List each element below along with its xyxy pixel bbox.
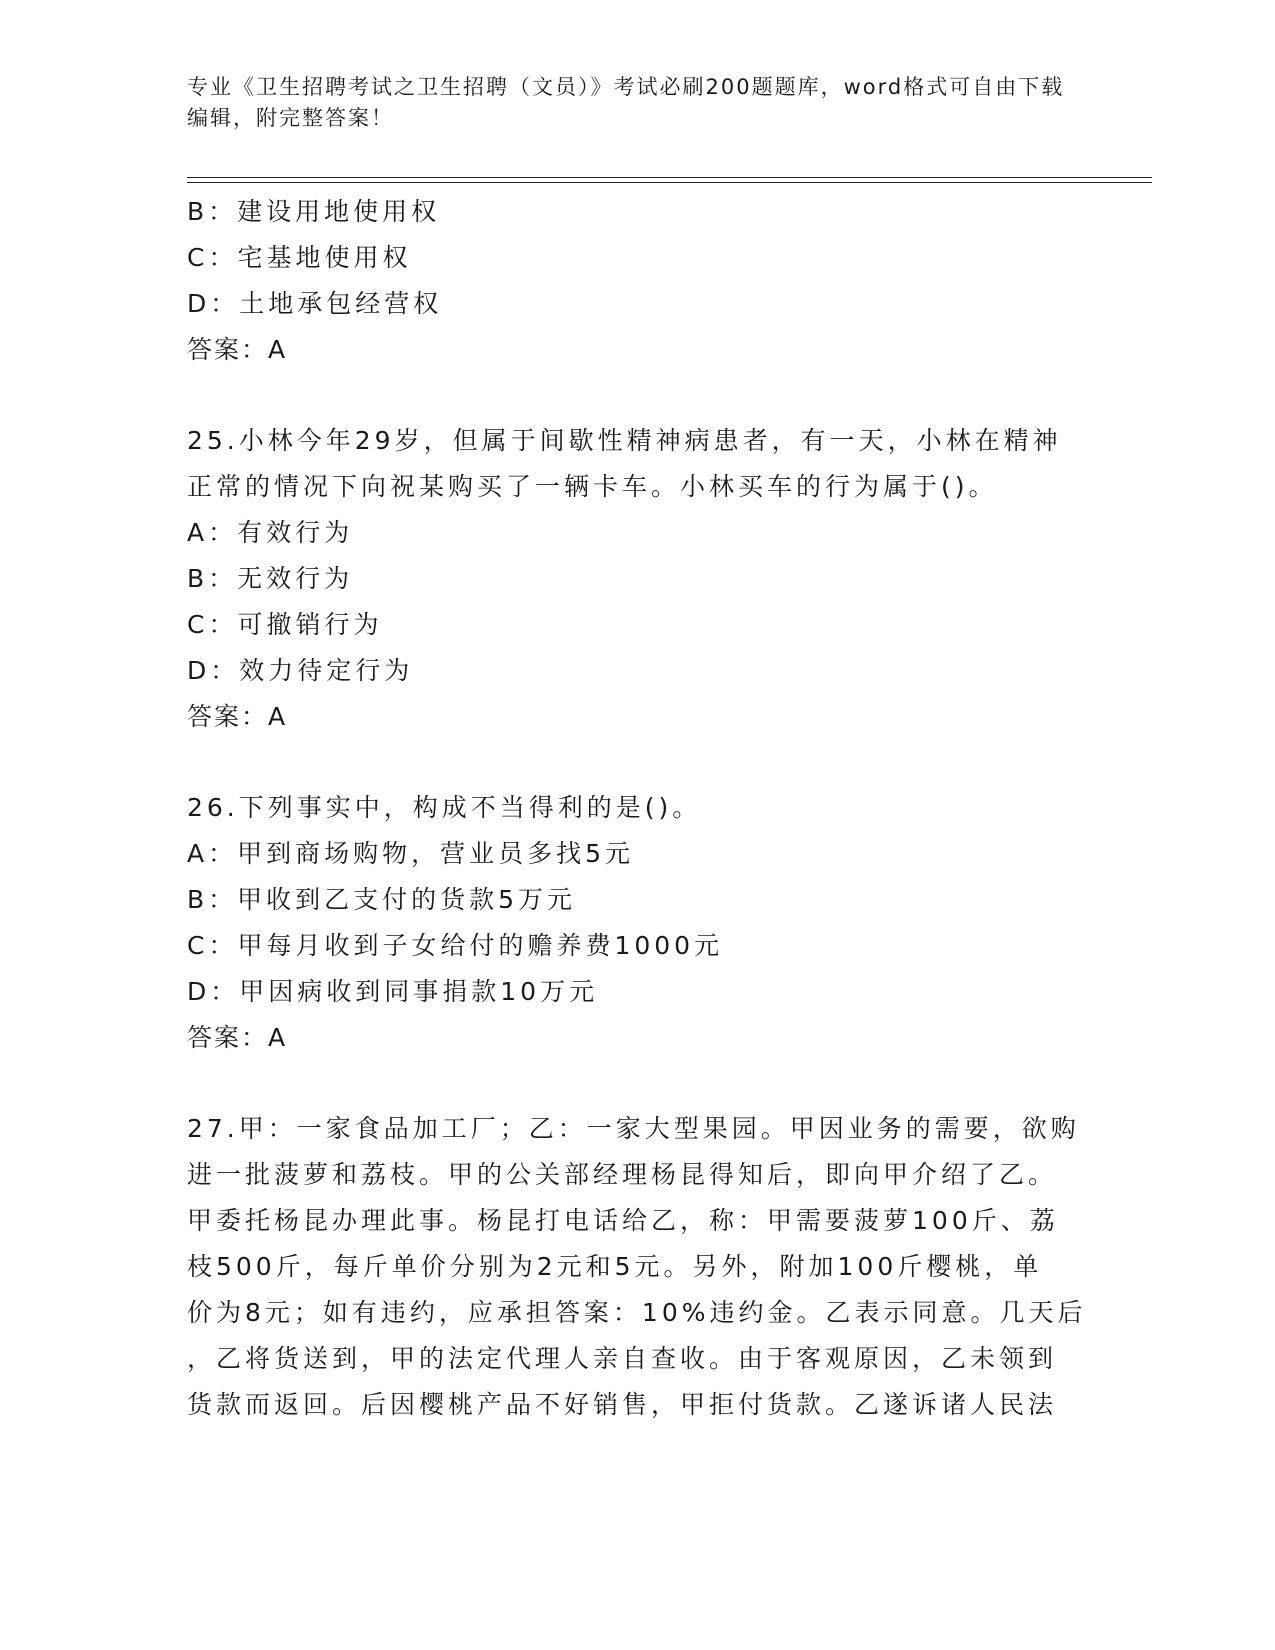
document-body: [187, 189, 1087, 1428]
question-text: 甲委托杨昆办理此事。杨昆打电话给乙，称：甲需要菠萝100斤、荔: [187, 1206, 1059, 1235]
option-c: C：可撤销行为: [187, 610, 383, 639]
question-text: 进一批菠萝和荔枝。甲的公关部经理杨昆得知后，即向甲介绍了乙。: [187, 1160, 1058, 1189]
option-b: B：无效行为: [187, 564, 354, 593]
question-27: [187, 1106, 1087, 1428]
question-text: 价为8元；如有违约，应承担答案：10%违约金。乙表示同意。几天后: [187, 1298, 1087, 1327]
question-text: 枝500斤，每斤单价分别为2元和5元。另外，附加100斤樱桃，单: [187, 1252, 1043, 1281]
option-c: C：甲每月收到子女给付的赡养费1000元: [187, 931, 724, 960]
prev-question-block: [187, 189, 1067, 373]
question-text: ，乙将货送到，甲的法定代理人亲自查收。由于客观原因，乙未领到: [187, 1344, 1058, 1373]
option-a: A：甲到商场购物，营业员多找5元: [187, 839, 635, 868]
option-d: D：甲因病收到同事捐款10万元: [187, 977, 599, 1006]
option-a: A：有效行为: [187, 518, 354, 547]
option-d: D：效力待定行为: [187, 656, 414, 685]
option-b: B：建设用地使用权: [187, 197, 441, 226]
question-text: 正常的情况下向祝某购买了一辆卡车。小林买车的行为属于()。: [187, 472, 998, 501]
question-text: 26.下列事实中，构成不当得利的是()。: [187, 793, 702, 822]
option-d: D：土地承包经营权: [187, 289, 443, 318]
question-25: [187, 418, 1067, 740]
question-26: [187, 785, 1067, 1061]
answer-line: 答案：A: [187, 702, 288, 731]
header-divider-secondary: [187, 182, 1152, 183]
option-c: C：宅基地使用权: [187, 243, 412, 272]
option-b: B：甲收到乙支付的货款5万元: [187, 885, 577, 914]
header-divider: [187, 177, 1152, 178]
question-text: 25.小林今年29岁，但属于间歇性精神病患者，有一天，小林在精神: [187, 426, 1062, 455]
answer-line: 答案：A: [187, 335, 288, 364]
answer-line: 答案：A: [187, 1023, 288, 1052]
document-header: 专业《卫生招聘考试之卫生招聘（文员）》考试必刷200题题库，word格式可自由下载编辑，附完整答案！: [187, 75, 1065, 130]
question-text: 货款而返回。后因樱桃产品不好销售，甲拒付货款。乙遂诉诸人民法: [187, 1390, 1058, 1419]
question-text: 27.甲：一家食品加工厂；乙：一家大型果园。甲因业务的需要，欲购: [187, 1114, 1080, 1143]
